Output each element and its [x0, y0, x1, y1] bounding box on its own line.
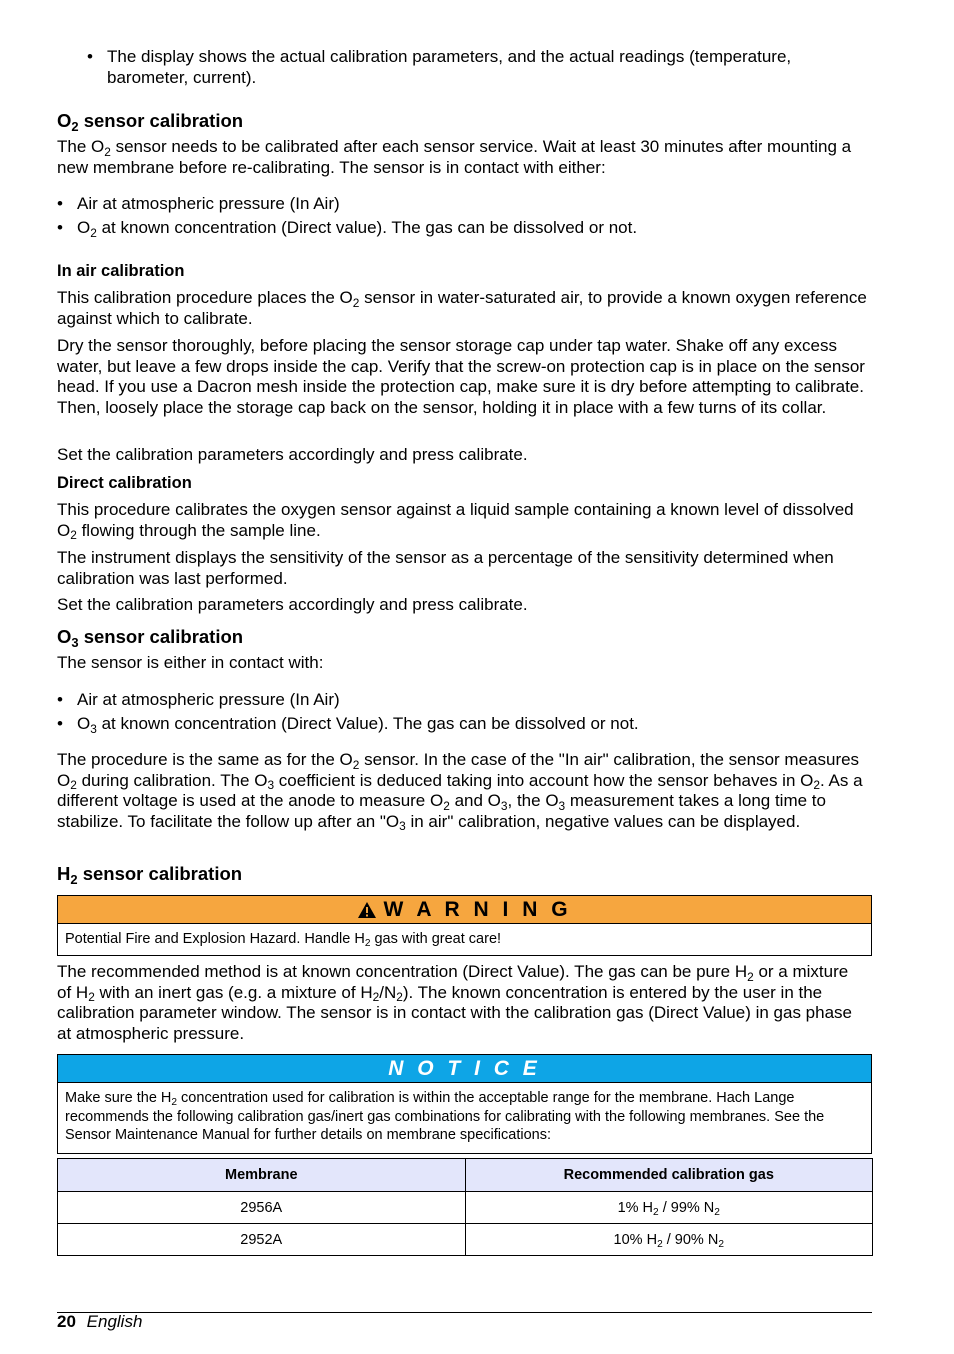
table-header-row [58, 1159, 873, 1192]
page-number: 20 [57, 1312, 76, 1331]
notice-text: Make sure the $H_2$ concentration used for calibration is within the acceptable range for the membrane. Hach Lange recommends the following calibration gas/inert gas combinations for calibrating with the following membranes. See the Sensor Maintenance Manual for further details on membrane specifications: [65, 1090, 825, 1143]
intro-bullet: • The display shows the actual calibration parameters, and the actual readings (temperature, barometer, current). [87, 47, 792, 87]
o2-bullet-direct: • $O_2$ at known concentration (Direct value). The gas can be dissolved or not. [57, 218, 638, 240]
o3-heading: $O_3$ sensor calibration [57, 626, 244, 650]
warning-box [57, 895, 872, 956]
footer-divider [57, 1312, 872, 1313]
h2-heading: $H_2$ sensor calibration [57, 863, 243, 887]
in-air-paragraph-1: This calibration procedure places the $O_2$ sensor in water-saturated air, to provide a known oxygen reference against which to calibrate. [57, 288, 867, 328]
warning-title: W A R N I N G [383, 897, 572, 921]
o3-bullet-air: • Air at atmospheric pressure (In Air) [57, 690, 340, 709]
o3-procedure-paragraph: The procedure is the same as for the $O_2$ sensor. In the case of the "In air" calibration, the sensor measures $O_2$ during calibration. The $O_3$ coefficient is deduced taking into account how the sensor behaves in $O_2$. As a different voltage is used at the anode to measure $O_2$ and $O_3$, the $O_3$ measurement takes a long time to stabilize. To facilitate the follow up after an "$O_3$ in air" calibration, negative values can be displayed. [57, 750, 863, 834]
warning-text: Potential Fire and Explosion Hazard. Handle $H_2$ gas with great care! [65, 931, 502, 950]
table-row [58, 1192, 873, 1224]
o2-intro-paragraph: The $O_2$ sensor needs to be calibrated after each sensor service. Wait at least 30 minutes after mounting a new membrane before re-calibrating. The sensor is in contact with either: [57, 137, 852, 177]
footer-language: English [86, 1312, 143, 1331]
gas-cell: 1% $H_2 / 99\%$ $N_2$ [465, 1192, 873, 1224]
table-row [58, 1224, 873, 1256]
direct-heading: Direct calibration [57, 474, 192, 492]
gas-cell: 10% $H_2 / 90\%$ $N_2$ [465, 1224, 873, 1256]
in-air-paragraph-2: Dry the sensor thoroughly, before placing the sensor storage cap under tap water. Shake off any excess water, but leave a few drops inside the cap. Verify that the screw-on protection cap is in place on the sensor head. If you use a Dacron mesh inside the protection cap, make sure it is dry before attempting to calibrate. Then, loosely place the storage cap back on the sensor, holding it in place with a few turns of its collar. [57, 336, 865, 417]
column-header-gas: Recommended calibration gas [465, 1159, 873, 1192]
notice-box [57, 1054, 872, 1154]
notice-title: N O T I C E [388, 1056, 541, 1080]
in-air-heading: In air calibration [57, 262, 185, 280]
warning-header [58, 896, 871, 924]
o3-bullet-direct: • $O_3$ at known concentration (Direct Value). The gas can be dissolved or not. [57, 714, 639, 736]
membrane-cell: 2952A [58, 1224, 466, 1256]
o2-heading: $O_2$ sensor calibration [57, 110, 244, 134]
h2-method-paragraph: The recommended method is at known concentration (Direct Value). The gas can be pure $H_2$ or a mixture of $H_2$ with an inert gas (e.g. a mixture of $H_2/N_2$). The known concentration is entered by the user in the calibration parameter window. The sensor is in contact with the calibration gas (Direct Value) in gas phase at atmospheric pressure. [57, 962, 852, 1043]
page-footer [57, 1312, 142, 1332]
direct-paragraph-1: This procedure calibrates the oxygen sensor against a liquid sample containing a known level of dissolved $O_2$ flowing through the sample line. [57, 500, 854, 543]
membrane-cell: 2956A [58, 1192, 466, 1224]
direct-paragraph-3: Set the calibration parameters accordingly and press calibrate. [57, 595, 528, 614]
o2-bullet-air: • Air at atmospheric pressure (In Air) [57, 194, 340, 213]
bullet-marker: • [87, 47, 93, 66]
o3-intro-paragraph: The sensor is either in contact with: [57, 653, 324, 672]
direct-paragraph-2: The instrument displays the sensitivity of the sensor as a percentage of the sensitivity determined when calibration was last performed. [57, 548, 834, 588]
membrane-table [57, 1158, 873, 1256]
notice-header [58, 1055, 871, 1083]
warning-triangle-icon [357, 901, 377, 919]
column-header-membrane: Membrane [58, 1159, 466, 1192]
in-air-paragraph-3: Set the calibration parameters accordingly and press calibrate. [57, 445, 528, 464]
